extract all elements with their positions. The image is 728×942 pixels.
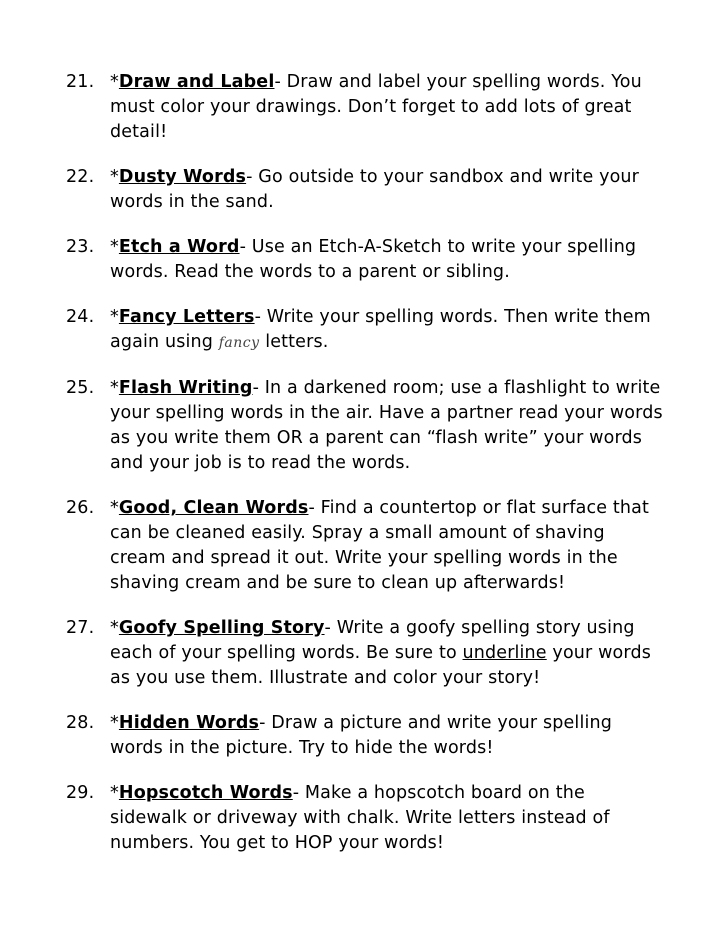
item-number: 28. bbox=[66, 713, 95, 733]
activity-list bbox=[66, 70, 666, 876]
item-text: - Use an Etch-A-Sketch to write your spelling words. Read the words to a parent or sibling. bbox=[110, 237, 637, 282]
item-title: Hopscotch Words bbox=[118, 783, 293, 803]
list-item bbox=[66, 781, 666, 856]
item-title: Hidden Words bbox=[118, 713, 260, 733]
list-item bbox=[66, 70, 666, 145]
item-star: * bbox=[110, 237, 119, 257]
item-number: 21. bbox=[66, 72, 95, 92]
item-number: 23. bbox=[66, 237, 95, 257]
item-number: 25. bbox=[66, 378, 95, 398]
list-item bbox=[66, 711, 666, 761]
list-item bbox=[66, 165, 666, 215]
item-star: * bbox=[110, 498, 119, 518]
item-text: - Find a countertop or flat surface that can be cleaned easily. Spray a small amount of shaving cream and spread it out. Write your spelling words in the shaving cream and be sure to clean up afterwards! bbox=[110, 498, 650, 593]
item-number: 29. bbox=[66, 783, 95, 803]
item-number: 24. bbox=[66, 307, 95, 327]
item-text: - Draw a picture and write your spelling words in the picture. Try to hide the words! bbox=[110, 713, 612, 758]
item-star: * bbox=[110, 72, 119, 92]
list-item bbox=[66, 305, 666, 356]
item-star: * bbox=[110, 618, 119, 638]
item-body bbox=[110, 781, 666, 856]
item-text: - Go outside to your sandbox and write your words in the sand. bbox=[110, 167, 640, 212]
item-body bbox=[110, 70, 666, 145]
list-item bbox=[66, 616, 666, 691]
item-number: 26. bbox=[66, 498, 95, 518]
item-body bbox=[110, 496, 666, 596]
item-text-after: your words as you use them. Illustrate and color your story! bbox=[110, 643, 651, 688]
item-star: * bbox=[110, 167, 119, 187]
item-star: * bbox=[110, 713, 119, 733]
item-body bbox=[110, 376, 666, 476]
item-body bbox=[110, 616, 666, 691]
item-title: Good, Clean Words bbox=[118, 498, 309, 518]
item-title: Draw and Label bbox=[118, 72, 275, 92]
underlined-word: underline bbox=[462, 643, 547, 663]
item-text: - In a darkened room; use a flashlight to write your spelling words in the air. Have a partner read your words as you write them OR a parent can “flash write” your words and your job is to read the words. bbox=[110, 378, 663, 473]
item-text-before: - Write a goofy spelling story using each of your spelling words. Be sure to bbox=[110, 618, 635, 663]
list-item bbox=[66, 496, 666, 596]
item-body bbox=[110, 165, 666, 215]
item-number: 22. bbox=[66, 167, 95, 187]
item-title: Fancy Letters bbox=[118, 307, 255, 327]
item-star: * bbox=[110, 378, 119, 398]
item-body bbox=[110, 305, 666, 356]
list-item bbox=[66, 235, 666, 285]
item-title: Etch a Word bbox=[118, 237, 240, 257]
list-item bbox=[66, 376, 666, 476]
item-text: - Make a hopscotch board on the sidewalk or driveway with chalk. Write letters instead of numbers. You get to HOP your words! bbox=[110, 783, 610, 853]
item-star: * bbox=[110, 307, 119, 327]
item-number: 27. bbox=[66, 618, 95, 638]
item-body bbox=[110, 711, 666, 761]
item-text: - Draw and label your spelling words. You must color your drawings. Don’t forget to add lots of great detail! bbox=[110, 72, 642, 142]
fancy-word: fancy bbox=[218, 335, 260, 351]
item-text-after: letters. bbox=[259, 332, 329, 352]
item-text-before: - Write your spelling words. Then write them again using bbox=[110, 307, 651, 352]
item-title: Flash Writing bbox=[118, 378, 253, 398]
item-title: Dusty Words bbox=[118, 167, 247, 187]
item-title: Goofy Spelling Story bbox=[118, 618, 325, 638]
item-body bbox=[110, 235, 666, 285]
item-star: * bbox=[110, 783, 119, 803]
